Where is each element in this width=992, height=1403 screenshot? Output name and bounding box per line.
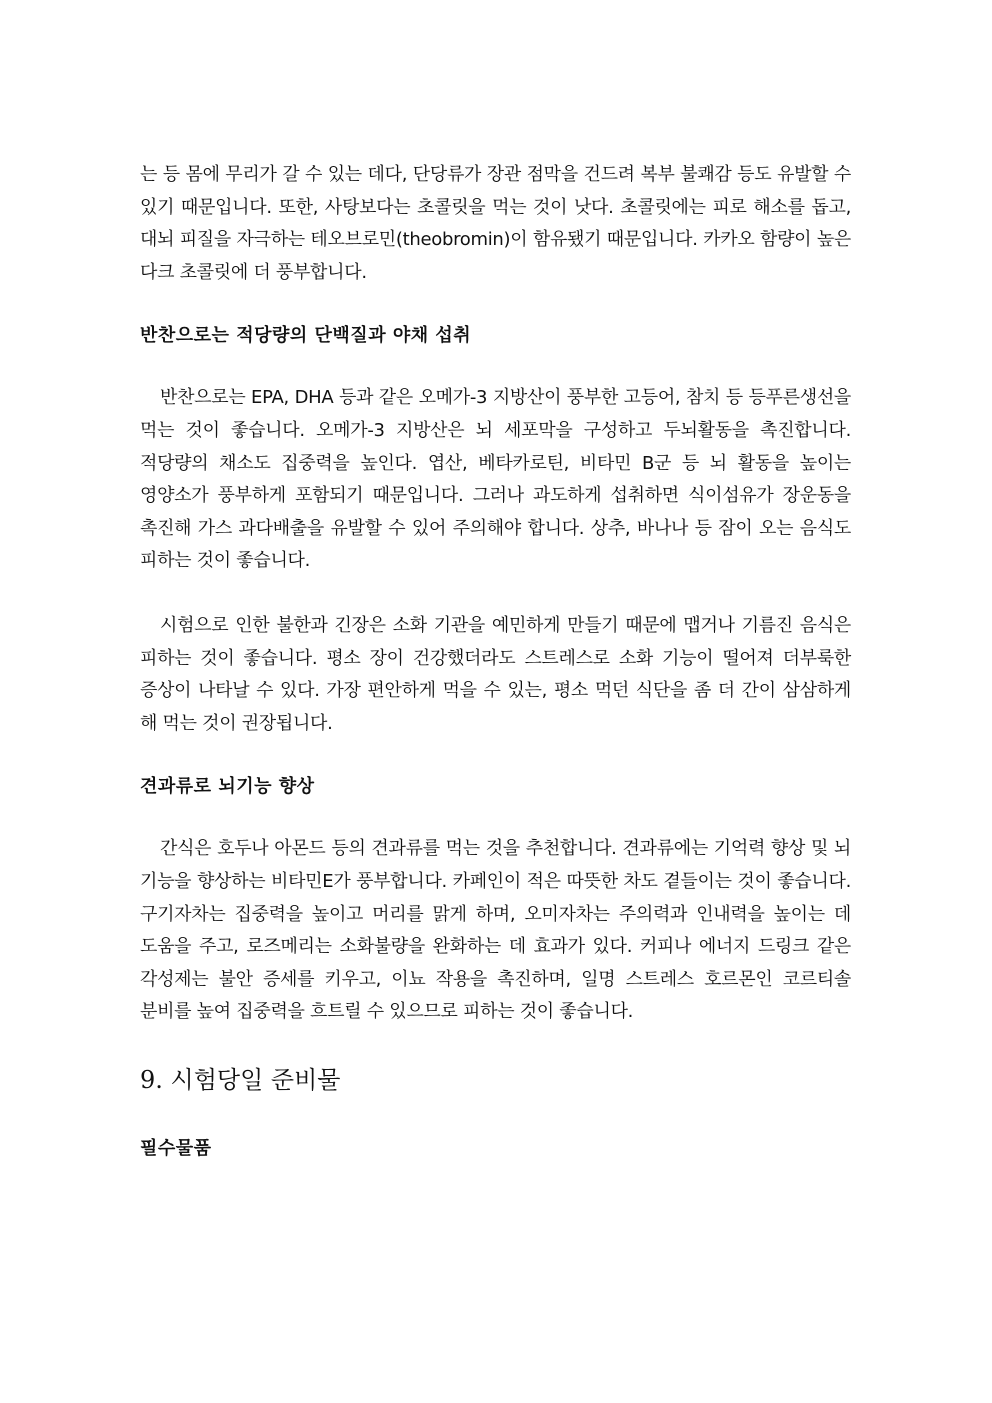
subheading-side-dish: 반찬으로는 적당량의 단백질과 야채 섭취 (140, 325, 472, 347)
paragraph-nuts: 간식은 호두나 아몬드 등의 견과류를 먹는 것을 추천합니다. 견과류에는 기억력 향상 및 뇌 기능을 향상하는 비타민E가 풍부합니다. 카페인이 적은 따뜻한 차도 곁들이는 것이 좋습니다. 구기자차는 집중력을 높이고 머리를 맑게 하며, 오미자차는 주의력과 인내력을 높이는 데 도움을 주고, 로즈메리는 소화불량을 완화하는 데 효과가 있다. 커피나 에너지 드링크 같은 각성제는 불안 증세를 키우고, 이뇨 작용을 촉진하며, 일명 스트레스 호르몬인 코르티솔 분비를 높여 집중력을 흐트릴 수 있으므로 피하는 것이 좋습니다. (140, 838, 851, 1023)
paragraph-side-dish: 반찬으로는 EPA, DHA 등과 같은 오메가-3 지방산이 풍부한 고등어, 참치 등 등푸른생선을 먹는 것이 좋습니다. 오메가-3 지방산은 뇌 세포막을 구성하고 두뇌활동을 촉진합니다. 적당량의 채소도 집중력을 높인다. 엽산, 베타카로틴, 비타민 B군 등 뇌 활동을 높이는 영양소가 풍부하게 포함되기 때문입니다. 그러나 과도하게 섭취하면 식이섬유가 장운동을 촉진해 가스 과다배출을 유발할 수 있어 주의해야 합니다. 상추, 바나나 등 잠이 오는 음식도 피하는 것이 좋습니다. (140, 387, 851, 572)
subheading-nuts: 견과류로 뇌기능 향상 (140, 776, 315, 798)
section-title-exam-day-items: 9. 시험당일 준비물 (140, 1065, 341, 1094)
subheading-essentials: 필수물품 (140, 1137, 212, 1159)
paragraph-stress: 시험으로 인한 불한과 긴장은 소화 기관을 예민하게 만들기 때문에 맵거나 기름진 음식은 피하는 것이 좋습니다. 평소 장이 건강했더라도 스트레스로 소화 기능이 떨어져 더부룩한 증상이 나타날 수 있다. 가장 편안하게 먹을 수 있는, 평소 먹던 식단을 좀 더 간이 삼삼하게 해 먹는 것이 권장됩니다. (140, 614, 851, 734)
paragraph-chocolate: 는 등 몸에 무리가 갈 수 있는 데다, 단당류가 장관 점막을 건드려 복부 불쾌감 등도 유발할 수 있기 때문입니다. 또한, 사탕보다는 초콜릿을 먹는 것이 낫다. 초콜릿에는 피로 해소를 돕고, 대뇌 피질을 자극하는 테오브로민(theobromin)이 함유됐기 때문입니다. 카카오 함량이 높은 다크 초콜릿에 더 풍부합니다. (140, 164, 851, 283)
document-page (140, 159, 851, 1165)
